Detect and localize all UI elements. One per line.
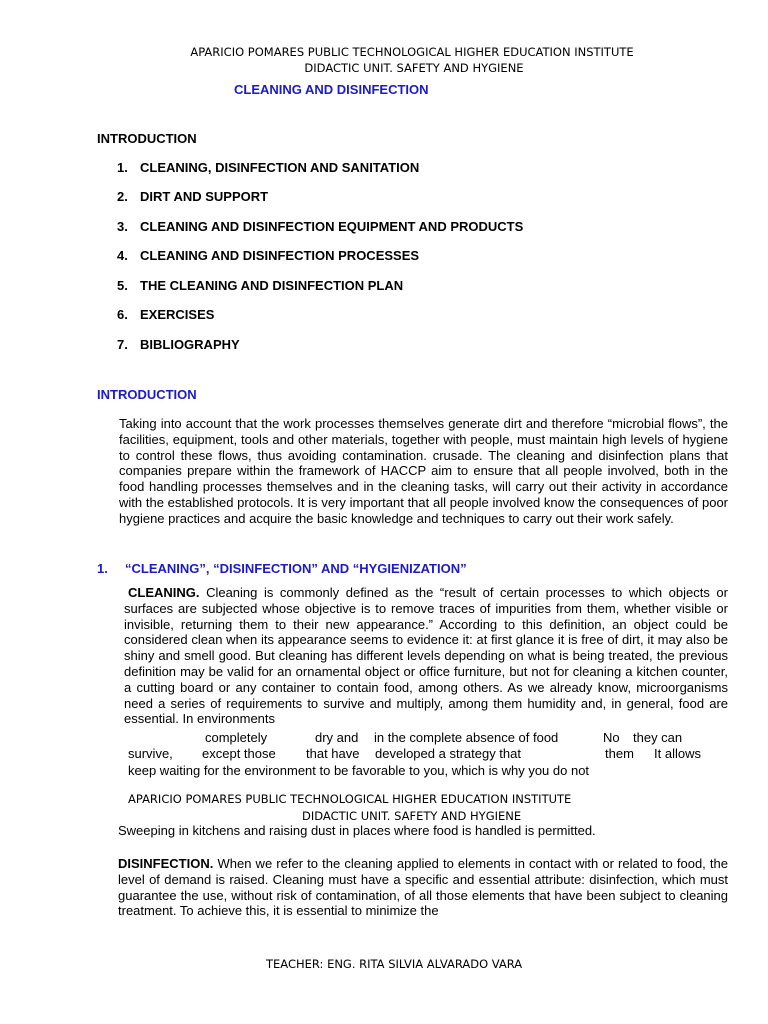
cleaning-term: CLEANING. [128,585,200,600]
toc-heading: INTRODUCTION [97,131,197,146]
toc-item-number: 5. [117,278,128,293]
scatter-word: that have [306,746,360,761]
continuation-line: keep waiting for the environment to be favorable to you, which is why you do not [128,763,590,778]
section-1-number: 1. [97,561,108,576]
repeated-header-unit: DIDACTIC UNIT. SAFETY AND HYGIENE [302,809,522,823]
section-1-title: “CLEANING”, “DISINFECTION” AND “HYGIENIZATION” [125,561,467,576]
toc-item [117,337,240,352]
header-unit: DIDACTIC UNIT. SAFETY AND HYGIENE [304,61,524,75]
cleaning-text: Cleaning is commonly defined as the “result of certain processes to which objects or surfaces are subjected whose objective is to remove traces of impurities from them, whether visible or invisible, returning them to their new appearance.” According to this definition, an object could be considered clean when its appearance seems to evidence it: at first glance it is free of dirt, it may also be shiny and smell good. But cleaning has different levels depending on what is being treated, the previous definition may be valid for an ornamental object or office furniture, but not for cleaning a kitchen counter, a cutting board or any container to contain food, among others. As we already know, microorganisms need a series of requirements to survive and multiply, among them humidity and, in general, food are essential. In environments [124,585,728,727]
toc-item-number: 4. [117,248,128,263]
scatter-word: developed a strategy that [375,746,521,761]
toc-item-label: CLEANING, DISINFECTION AND SANITATION [140,160,420,175]
toc-item-label: CLEANING AND DISINFECTION EQUIPMENT AND PRODUCTS [140,219,524,234]
intro-heading: INTRODUCTION [97,387,197,402]
header-institute: APARICIO POMARES PUBLIC TECHNOLOGICAL HIGHER EDUCATION INSTITUTE [190,45,634,59]
toc-item [117,189,268,204]
disinfection-text: When we refer to the cleaning applied to elements in contact with or related to food, the level of demand is raised. Cleaning must have a specific and essential attribute: disinfection, which must guarantee the use, without risk of contamination, of all those elements that have been subject to cleaning treatment. To achieve this, it is essential to minimize the [118,856,728,919]
footer-teacher: TEACHER: ENG. RITA SILVIA ALVARADO VARA [266,957,523,971]
toc-item-label: DIRT AND SUPPORT [140,189,269,204]
scatter-word: in the complete absence of food [374,730,559,745]
toc-item-label: THE CLEANING AND DISINFECTION PLAN [140,278,404,293]
toc-item-label: CLEANING AND DISINFECTION PROCESSES [140,248,420,263]
toc-item [117,278,403,293]
toc-item-number: 6. [117,307,128,322]
toc-item-label: BIBLIOGRAPHY [140,337,240,352]
scatter-word: them [605,746,634,761]
section-1-heading [97,561,467,576]
scatter-word: except those [202,746,276,761]
scatter-word: they can [633,730,683,745]
toc-item-number: 3. [117,219,128,234]
document-title: CLEANING AND DISINFECTION [234,82,429,97]
scatter-word: It allows [654,746,701,761]
disinfection-term: DISINFECTION. [118,856,214,871]
disinfection-paragraph [118,856,728,919]
toc-item-number: 1. [117,160,128,175]
scatter-word: completely [205,730,268,745]
toc-item-number: 7. [117,337,128,352]
cleaning-paragraph [124,585,728,727]
intro-paragraph: Taking into account that the work processes themselves generate dirt and therefore “microbial flows”, the facilities, equipment, tools and other materials, together with people, must maintain high levels of hygiene to control these flows, thus avoiding contamination. crusade. The cleaning and disinfection plans that companies prepare within the framework of HACCP aim to ensure that all people involved, both in the food handling processes themselves and in the cleaning tasks, will carry out their activity in accordance with the established protocols. It is very important that all people involved know the consequences of poor hygiene practices and acquire the basic knowledge and techniques to carry out their work safely. [119,416,728,526]
toc-item-label: EXERCISES [140,307,215,322]
scatter-word: No [603,730,620,745]
toc-item-number: 2. [117,189,128,204]
sweeping-line: Sweeping in kitchens and raising dust in places where food is handled is permitted. [118,823,596,838]
toc-item [117,248,419,263]
toc-item [117,307,214,322]
repeated-header-institute: APARICIO POMARES PUBLIC TECHNOLOGICAL HIGHER EDUCATION INSTITUTE [128,792,572,806]
scatter-word: dry and [315,730,359,745]
toc-item [117,160,419,175]
toc-item [117,219,523,234]
scatter-word: survive, [128,746,173,761]
